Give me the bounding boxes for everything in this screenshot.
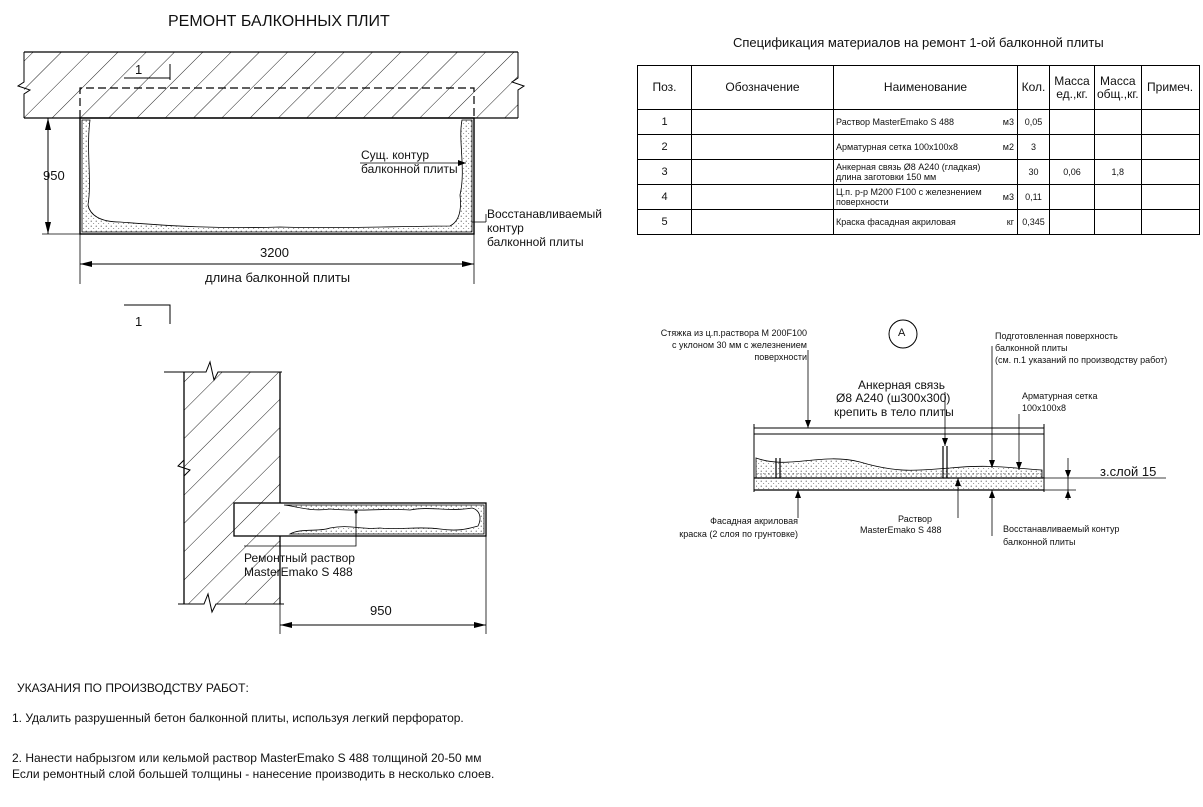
dim-3200-label: 3200: [260, 245, 289, 260]
spec-cell-name: [834, 160, 1018, 185]
spec-cell-unit: кг: [1006, 217, 1014, 227]
spec-cell-note: [1141, 135, 1199, 160]
spec-row: [638, 135, 1200, 160]
section-mark-bottom: [124, 305, 170, 324]
header-pos: Поз.: [638, 66, 692, 110]
spec-cell-note: [1141, 185, 1199, 210]
spec-cell-name-text: Ц.п. р-р М200 F100 с железнением поверхности: [836, 187, 982, 207]
detail-screed: [754, 428, 1044, 434]
restored-contour-label-1: Восстанавливаемый: [487, 207, 602, 221]
mesh-label-1: Арматурная сетка: [1022, 391, 1098, 401]
spec-cell-pos: 1: [638, 110, 692, 135]
repair-mortar-label-1: Ремонтный раствор: [244, 551, 355, 565]
spec-cell-name: [834, 210, 1018, 235]
spec-cell-pos: 2: [638, 135, 692, 160]
mortar-label-2: MasterEmako S 488: [860, 525, 942, 535]
spec-cell-mass-unit: [1050, 135, 1095, 160]
dim-950-vertical-label: 950: [43, 168, 65, 183]
prepared-surface-label-1: Подготовленная поверхность: [995, 331, 1118, 341]
detail-restored-contour-label-2: балконной плиты: [1003, 537, 1076, 547]
spec-cell-mass-total: [1095, 185, 1142, 210]
prepared-surface-label-2: балконной плиты: [995, 343, 1068, 353]
header-mass-unit: Масса ед.,кг.: [1050, 66, 1095, 110]
section-repair-layer: [284, 505, 484, 534]
anchor-label-3: крепить в тело плиты: [834, 405, 954, 419]
spec-cell-designation: [692, 160, 834, 185]
instructions-heading: УКАЗАНИЯ ПО ПРОИЗВОДСТВУ РАБОТ:: [17, 681, 249, 695]
spec-cell-designation: [692, 110, 834, 135]
header-qty: Кол.: [1018, 66, 1050, 110]
mesh-label-2: 100x100x8: [1022, 403, 1067, 413]
spec-cell-pos: 4: [638, 185, 692, 210]
plan-wall: [24, 52, 518, 118]
spec-cell-pos: 5: [638, 210, 692, 235]
screed-label-2: с уклоном 30 мм с железнением: [671, 340, 807, 350]
detail-restored-contour-label-1: Восстанавливаемый контур: [1003, 524, 1120, 534]
instruction-item-1: 1. Удалить разрушенный бетон балконной плиты, используя легкий перфоратор.: [12, 711, 464, 725]
spec-cell-pos: 3: [638, 160, 692, 185]
section-mark-bottom-label: 1: [135, 314, 143, 329]
node-mark-label: А: [898, 327, 906, 339]
spec-cell-designation: [692, 210, 834, 235]
spec-table: [637, 65, 1200, 235]
spec-cell-name: [834, 135, 1018, 160]
anchor-label-1: Анкерная связь: [858, 378, 945, 392]
spec-cell-unit: м2: [1002, 142, 1014, 152]
instruction-item-2-line-2: Если ремонтный слой большей толщины - нанесение производить в несколько слоев.: [12, 767, 495, 781]
header-name: Наименование: [834, 66, 1018, 110]
screed-label-1: Стяжка из ц.п.раствора М 200F100: [660, 328, 807, 338]
detail-slab-bottom: [756, 478, 1044, 490]
spec-cell-qty: 30: [1018, 160, 1050, 185]
spec-cell-designation: [692, 185, 834, 210]
screed-label-3: поверхности: [754, 352, 807, 362]
spec-row: [638, 185, 1200, 210]
drawing-title: РЕМОНТ БАЛКОННЫХ ПЛИТ: [168, 13, 390, 30]
existing-contour-label-2: балконной плиты: [361, 162, 458, 176]
spec-title: Спецификация материалов на ремонт 1-ой балконной плиты: [733, 35, 1104, 50]
spec-cell-designation: [692, 135, 834, 160]
spec-cell-mass-total: [1095, 135, 1142, 160]
repair-mortar-label-2: MasterEmako S 488: [244, 565, 353, 579]
spec-cell-name-text: Арматурная сетка 100x100x8: [836, 142, 958, 152]
spec-cell-name-text: Анкерная связь Ø8 А240 (гладкая) длина заготовки 150 мм: [836, 162, 981, 182]
spec-cell-mass-unit: 0,06: [1050, 160, 1095, 185]
spec-cell-mass-total: [1095, 210, 1142, 235]
header-mass-total: Масса общ.,кг.: [1095, 66, 1142, 110]
length-caption: длина балконной плиты: [205, 270, 351, 285]
spec-cell-name: [834, 110, 1018, 135]
paint-label-2: краска (2 слоя по грунтовке): [679, 529, 798, 539]
instruction-item-2-line-1: 2. Нанести набрызгом или кельмой раствор MasterEmako S 488 толщиной 20-50 мм: [12, 751, 482, 765]
spec-cell-mass-unit: [1050, 185, 1095, 210]
section-view: [164, 362, 486, 634]
spec-row: [638, 160, 1200, 185]
mortar-label-1: Раствор: [898, 514, 933, 524]
spec-row: [638, 210, 1200, 235]
spec-cell-name-text: Краска фасадная акриловая: [836, 217, 956, 227]
spec-row: [638, 110, 1200, 135]
paint-label-1: Фасадная акриловая: [710, 516, 798, 526]
spec-cell-unit: м3: [1002, 192, 1014, 202]
section-mark-top-label: 1: [135, 62, 143, 77]
spec-cell-qty: 0,345: [1018, 210, 1050, 235]
spec-cell-note: [1141, 110, 1199, 135]
detail-a: [754, 320, 1166, 536]
header-note: Примеч.: [1141, 66, 1199, 110]
header-designation: Обозначение: [692, 66, 834, 110]
spec-cell-name-text: Раствор MasterEmako S 488: [836, 117, 955, 127]
plan-slab-outline: [80, 118, 474, 234]
spec-cell-qty: 0,05: [1018, 110, 1050, 135]
spec-cell-name: [834, 185, 1018, 210]
spec-cell-qty: 3: [1018, 135, 1050, 160]
spec-cell-mass-total: [1095, 110, 1142, 135]
spec-cell-mass-unit: [1050, 110, 1095, 135]
spec-cell-mass-total: 1,8: [1095, 160, 1142, 185]
spec-header-row: [638, 66, 1200, 110]
spec-cell-note: [1141, 160, 1199, 185]
existing-contour-label-1: Сущ. контур: [361, 148, 430, 162]
anchor-label-2: Ø8 А240 (ш300x300): [836, 391, 951, 405]
dim-950-section-label: 950: [370, 603, 392, 618]
detail-repair-layer: [756, 458, 1042, 478]
restored-contour-label-2: контур: [487, 221, 524, 235]
spec-cell-unit: м3: [1002, 117, 1014, 127]
spec-cell-qty: 0,11: [1018, 185, 1050, 210]
spec-cell-mass-unit: [1050, 210, 1095, 235]
protective-layer-label: з.слой 15: [1100, 464, 1157, 479]
prepared-surface-label-3: (см. п.1 указаний по производству работ): [995, 355, 1168, 365]
spec-cell-note: [1141, 210, 1199, 235]
plan-repair-layer: [82, 120, 472, 232]
restored-contour-label-3: балконной плиты: [487, 235, 584, 249]
